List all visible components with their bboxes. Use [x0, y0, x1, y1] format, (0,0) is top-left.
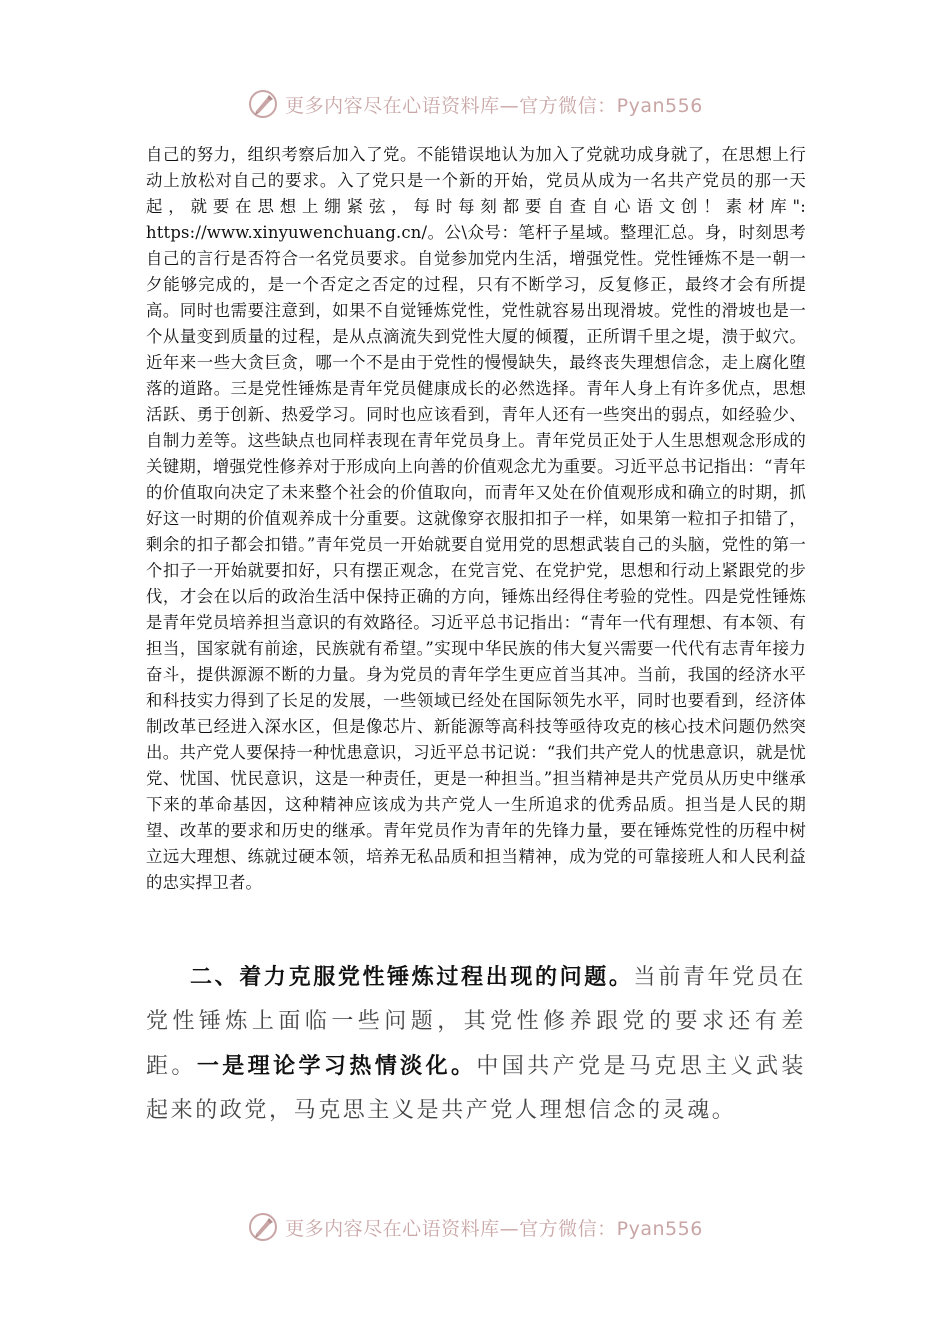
section-subheading: 一是理论学习热情淡化。 — [196, 1053, 477, 1079]
header-watermark-text: 更多内容尽在心语资料库—官方微信：Pyan556 — [285, 94, 703, 117]
pen-logo-icon — [247, 1211, 279, 1243]
section-paragraph — [146, 955, 806, 1133]
section-text-1: 当前青年党员在党性锤炼上面临一些问题，其党性修养跟党的要求还有差距。 — [146, 965, 806, 1079]
body-text — [146, 142, 806, 896]
footer-watermark — [0, 1207, 950, 1247]
section-text-2: 中国共产党是马克思主义武装起来的政党，马克思主义是共产党人理想信念的灵魂。 — [146, 1054, 807, 1123]
header-watermark — [0, 84, 950, 124]
section-heading: 二、着力克服党性锤炼过程出现的问题。 — [190, 964, 634, 990]
pen-logo-icon — [247, 88, 279, 120]
body-paragraph: 自己的努力，组织考察后加入了党。不能错误地认为加入了党就功成身就了，在思想上行动上放松对自己的要求。入了党只是一个新的开始，党员从成为一名共产党员的那一天起，就要在思想上绷紧弦，每时每刻都要自查自心语文创！素材库": https://www.xinyuwenchuang.cn/。公\众号：笔杆子星域。整理汇总。身，时刻思考自己的言行是否符合一名党员要求。自觉参加党内生活，增强党性。党性锤炼不是一朝一夕能够完成的，是一个否定之否定的过程，只有不断学习，反复修正，最终才会有所提高。同时也需要注意到，如果不自觉锤炼党性，党性就容易出现滑坡。党性的滑坡也是一个从量变到质量的过程，是从点滴流失到党性大厦的倾覆，正所谓千里之堤，溃于蚁穴。近年来一些大贪巨贪，哪一个不是由于党性的慢慢缺失，最终丧失理想信念，走上腐化堕落的道路。三是党性锤炼是青年党员健康成长的必然选择。青年人身上有许多优点，思想活跃、勇于创新、热爱学习。同时也应该看到，青年人还有一些突出的弱点，如经验少、自制力差等。这些缺点也同样表现在青年党员身上。青年党员正处于人生思想观念形成的关键期，增强党性修养对于形成向上向善的价值观念尤为重要。习近平总书记指出：“青年的价值取向决定了未来整个社会的价值取向，而青年又处在价值观形成和确立的时期，抓好这一时期的价值观养成十分重要。这就像穿衣服扣扣子一样，如果第一粒扣子扣错了，剩余的扣子都会扣错。”青年党员一开始就要自觉用党的思想武装自己的头脑，党性的第一个扣子一开始就要扣好，只有摆正观念，在党言党、在党护党，思想和行动上紧跟党的步伐，才会在以后的政治生活中保持正确的方向，锤炼出经得住考验的党性。四是党性锤炼是青年党员培养担当意识的有效路径。习近平总书记指出：“青年一代有理想、有本领、有担当，国家就有前途，民族就有希望。”实现中华民族的伟大复兴需要一代代有志青年接力奋斗，提供源源不断的力量。身为党员的青年学生更应首当其冲。当前，我国的经济水平和科技实力得到了长足的发展，一些领域已经处在国际领先水平，同时也要看到，经济体制改革已经进入深水区，但是像芯片、新能源等高科技等亟待攻克的核心技术问题仍然突出。共产党人要保持一种忧患意识，习近平总书记说：“我们共产党人的忧患意识，就是忧党、忧国、忧民意识，这是一种责任，更是一种担当。”担当精神是共产党员从历史中继承下来的革命基因，这种精神应该成为共产党人一生所追求的优秀品质。担当是人民的期望、改革的要求和历史的继承。青年党员作为青年的先锋力量，要在锤炼党性的历程中树立远大理想、练就过硬本领，培养无私品质和担当精神，成为党的可靠接班人和人民利益的忠实捍卫者。 — [146, 145, 806, 892]
section-two — [146, 955, 806, 1133]
footer-watermark-text: 更多内容尽在心语资料库—官方微信：Pyan556 — [285, 1217, 703, 1240]
